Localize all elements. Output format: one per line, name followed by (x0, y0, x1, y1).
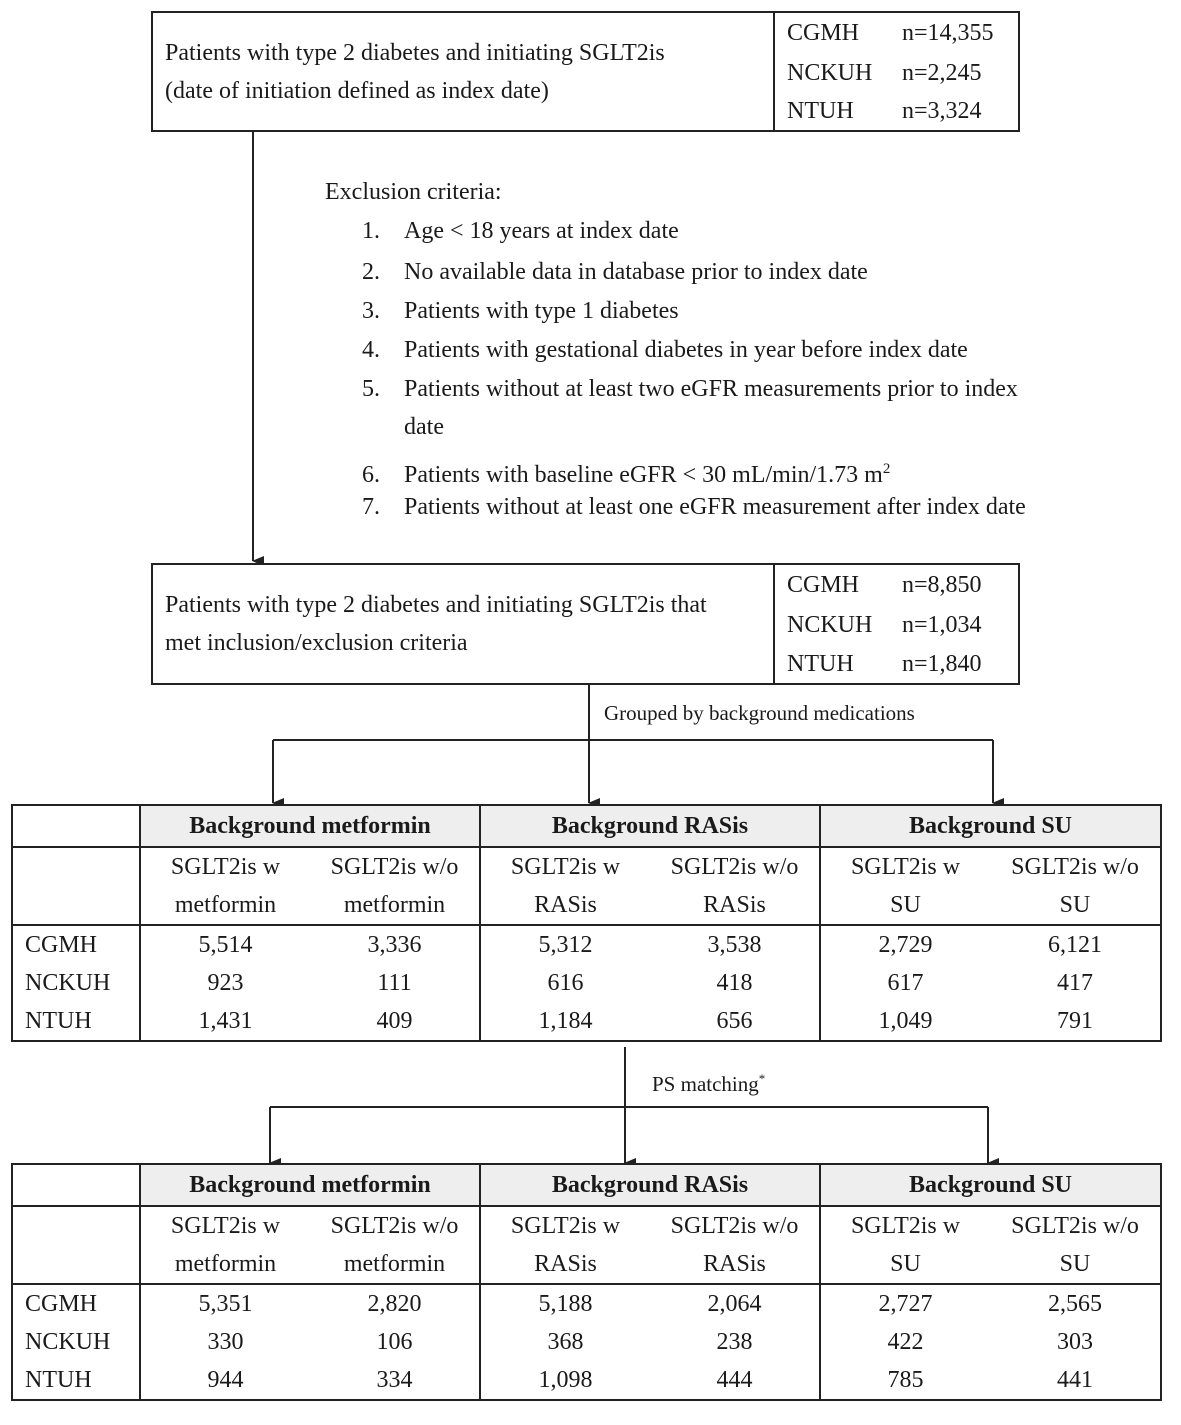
count-row: CGMH n=14,355 (787, 20, 994, 46)
table-row: CGMH 5,351 2,820 5,188 2,064 2,727 2,565 (12, 1284, 1161, 1323)
count-row: NTUH n=1,840 (787, 651, 982, 677)
matching-label: PS matching* (652, 1071, 766, 1096)
group-header: Background metformin (140, 805, 480, 847)
table-row: NTUH 944 334 1,098 444 785 441 (12, 1361, 1161, 1400)
exclusion-title: Exclusion criteria: (325, 179, 502, 205)
eligible-cohort-counts (773, 565, 1018, 683)
count-row: NTUH n=3,324 (787, 98, 982, 124)
table-after-matching (11, 1163, 1162, 1401)
table-subheader-row: SGLT2is w SGLT2is w/o SGLT2is w SGLT2is w/o SGLT2is w SGLT2is w/o (12, 1206, 1161, 1245)
group-header: Background RASis (480, 805, 820, 847)
exclusion-item: 4. Patients with gestational diabetes in year before index date (362, 337, 968, 363)
eligible-cohort-description: Patients with type 2 diabetes and initiating SGLT2is that met inclusion/exclusion criteria (165, 592, 707, 656)
grouping-label: Grouped by background medications (604, 701, 915, 725)
table-row: NCKUH 923 111 616 418 617 417 (12, 964, 1161, 1002)
initial-cohort-counts (773, 13, 1018, 130)
table-subheader-row: SGLT2is w SGLT2is w/o SGLT2is w SGLT2is w/o SGLT2is w SGLT2is w/o (12, 847, 1161, 886)
table-row: CGMH 5,514 3,336 5,312 3,538 2,729 6,121 (12, 925, 1161, 964)
table-subheader-row: metformin metformin RASis RASis SU SU (12, 886, 1161, 925)
exclusion-item: 2. No available data in database prior to index date (362, 259, 868, 285)
table-before-matching (11, 804, 1162, 1042)
initial-cohort-box (151, 11, 1020, 132)
group-header: Background RASis (480, 1164, 820, 1206)
table-group-header-row (12, 1164, 1161, 1206)
group-header: Background metformin (140, 1164, 480, 1206)
table-row: NCKUH 330 106 368 238 422 303 (12, 1323, 1161, 1361)
exclusion-item-continuation: date (404, 414, 444, 440)
table-group-header-row (12, 805, 1161, 847)
group-header: Background SU (820, 1164, 1161, 1206)
count-row: NCKUH n=1,034 (787, 612, 982, 638)
exclusion-item: 3. Patients with type 1 diabetes (362, 298, 679, 324)
count-row: CGMH n=8,850 (787, 572, 982, 598)
group-header: Background SU (820, 805, 1161, 847)
count-row: NCKUH n=2,245 (787, 60, 982, 86)
eligible-cohort-box (151, 563, 1020, 685)
exclusion-item: 6. Patients with baseline eGFR < 30 mL/min/1.73 $m^2$ (362, 461, 891, 488)
exclusion-item: 1. Age < 18 years at index date (362, 218, 679, 244)
exclusion-item: 7. Patients without at least one eGFR measurement after index date (362, 494, 1026, 520)
table-subheader-row: metformin metformin RASis RASis SU SU (12, 1245, 1161, 1284)
exclusion-item: 5. Patients without at least two eGFR measurements prior to index (362, 376, 1018, 402)
table-row: NTUH 1,431 409 1,184 656 1,049 791 (12, 1002, 1161, 1041)
initial-cohort-description: Patients with type 2 diabetes and initiating SGLT2is (date of initiation defined as index date) (165, 39, 665, 104)
